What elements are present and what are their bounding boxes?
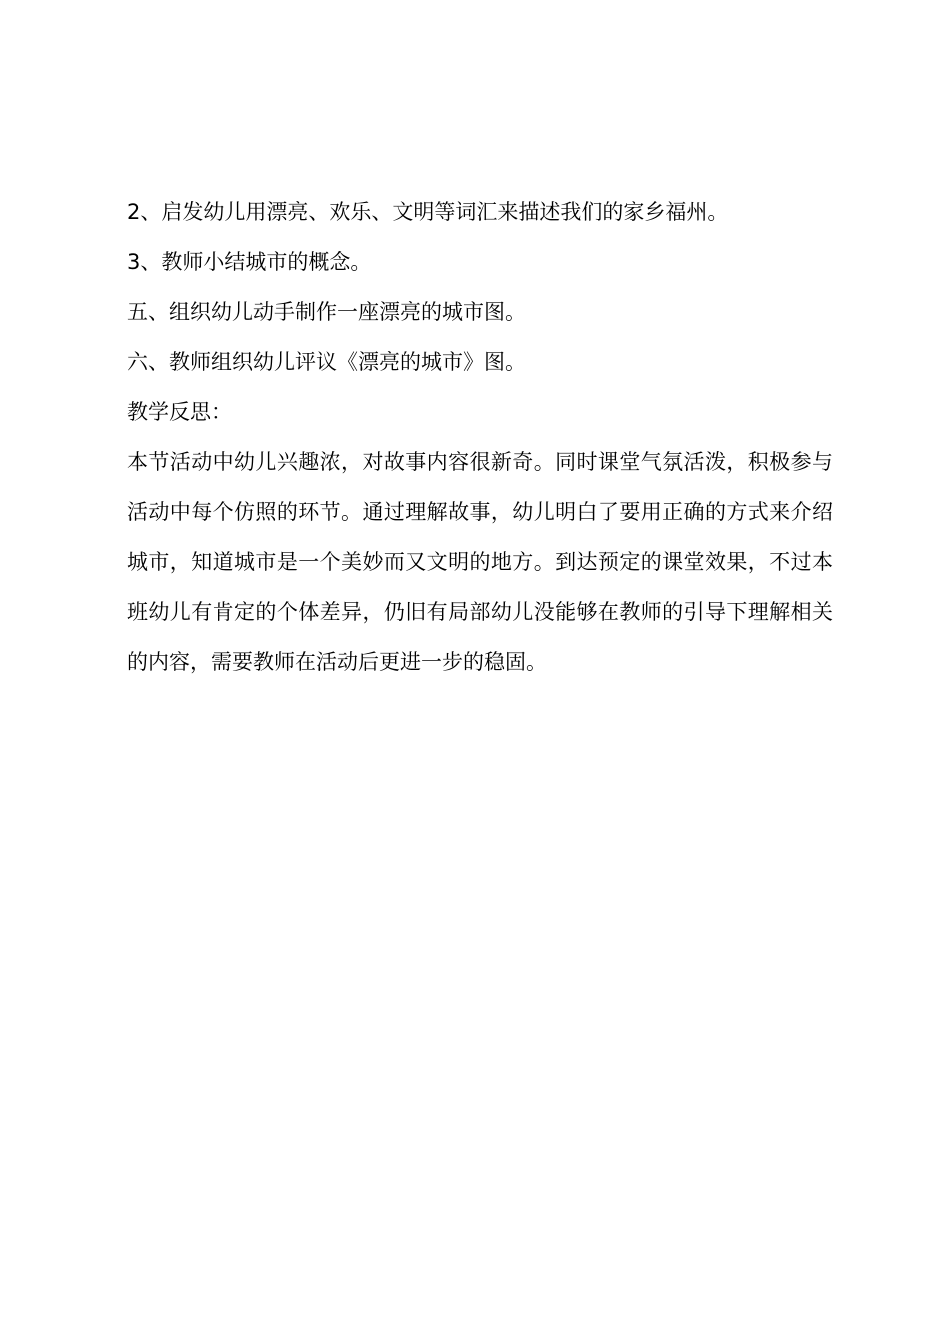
step-3-line: 3、教师小结城市的概念。 bbox=[127, 250, 372, 274]
document-body bbox=[127, 187, 833, 687]
section-five-line: 五、组织幼儿动手制作一座漂亮的城市图。 bbox=[127, 300, 526, 324]
step-2-line: 2、启发幼儿用漂亮、欢乐、文明等词汇来描述我们的家乡福州。 bbox=[127, 200, 729, 224]
reflection-heading: 教学反思： bbox=[127, 400, 232, 424]
section-six-line: 六、教师组织幼儿评议《漂亮的城市》图。 bbox=[127, 350, 526, 374]
reflection-paragraph: 本节活动中幼儿兴趣浓，对故事内容很新奇。同时课堂气氛活泼，积极参与活动中每个仿照的环节。通过理解故事，幼儿明白了要用正确的方式来介绍城市，知道城市是一个美妙而又文明的地方。到达预定的课堂效果，不过本班幼儿有肯定的个体差异，仍旧有局部幼儿没能够在教师的引导下理解相关的内容，需要教师在活动后更进一步的稳固。 bbox=[127, 450, 833, 674]
